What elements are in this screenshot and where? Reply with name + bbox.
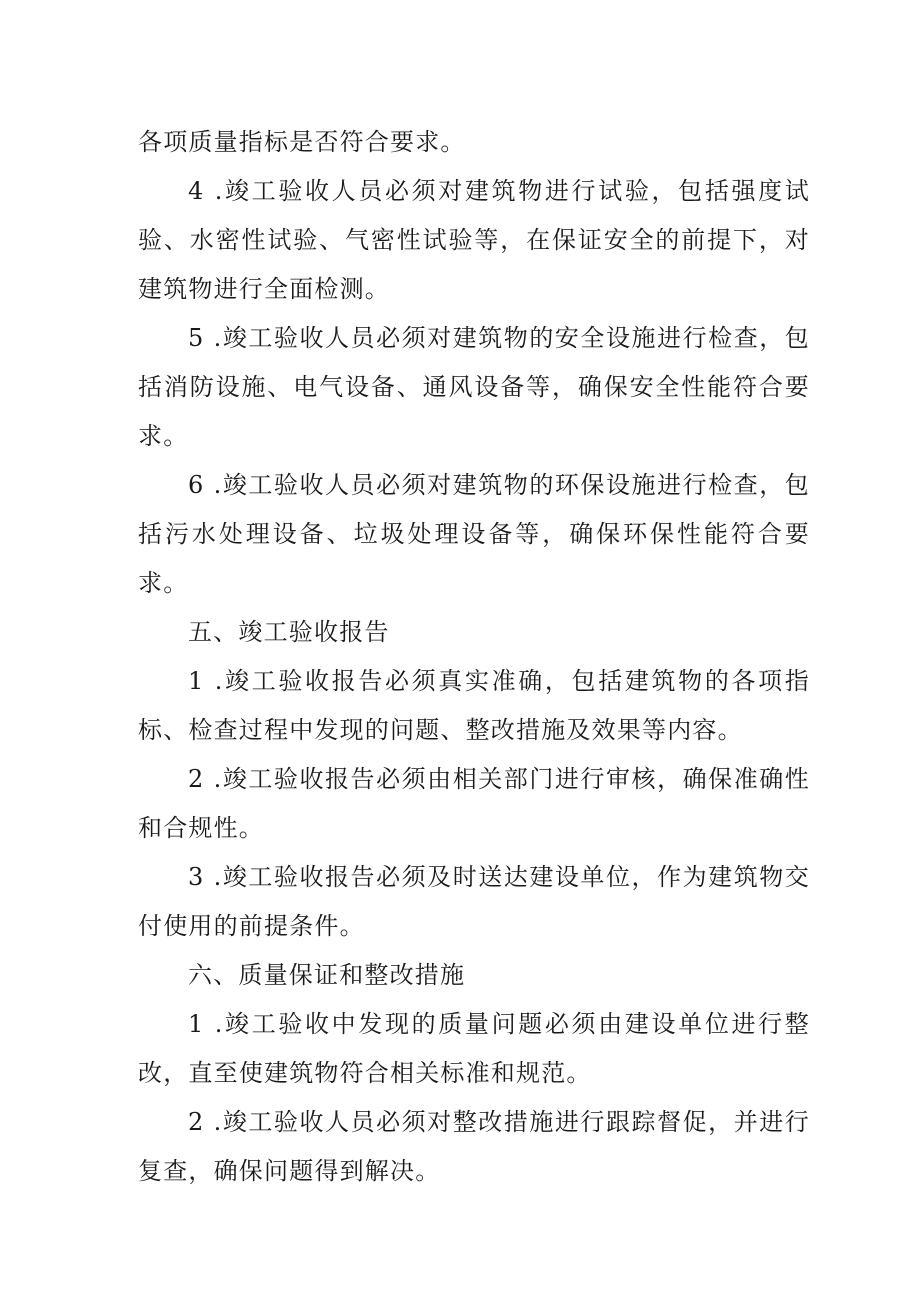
- section-heading-5: 五、竣工验收报告: [188, 618, 390, 646]
- paragraph-quality-item-2: 2 .竣工验收人员必须对整改措施进行跟踪督促，并进行复查，确保问题得到解决。: [138, 1108, 810, 1185]
- paragraph-continuation: 各项质量指标是否符合要求。: [138, 128, 466, 156]
- paragraph-report-item-2: 2 .竣工验收报告必须由相关部门进行审核，确保准确性和合规性。: [138, 765, 810, 842]
- paragraph-report-item-1: 1 .竣工验收报告必须真实准确，包括建筑物的各项指标、检查过程中发现的问题、整改措施及效果等内容。: [138, 667, 810, 744]
- section-heading-6: 六、质量保证和整改措施: [188, 961, 466, 989]
- paragraph-item-5-safety: 5 .竣工验收人员必须对建筑物的安全设施进行检查，包括消防设施、电气设备、通风设备等，确保安全性能符合要求。: [138, 324, 810, 450]
- paragraph-quality-item-1: 1 .竣工验收中发现的质量问题必须由建设单位进行整改，直至使建筑物符合相关标准和规范。: [138, 1010, 810, 1087]
- paragraph-report-item-3: 3 .竣工验收报告必须及时送达建设单位，作为建筑物交付使用的前提条件。: [138, 863, 810, 940]
- paragraph-item-4-testing: 4 .竣工验收人员必须对建筑物进行试验，包括强度试验、水密性试验、气密性试验等，在保证安全的前提下，对建筑物进行全面检测。: [138, 177, 810, 303]
- document-body: [138, 118, 810, 1196]
- paragraph-item-6-environment: 6 .竣工验收人员必须对建筑物的环保设施进行检查，包括污水处理设备、垃圾处理设备等，确保环保性能符合要求。: [138, 471, 810, 597]
